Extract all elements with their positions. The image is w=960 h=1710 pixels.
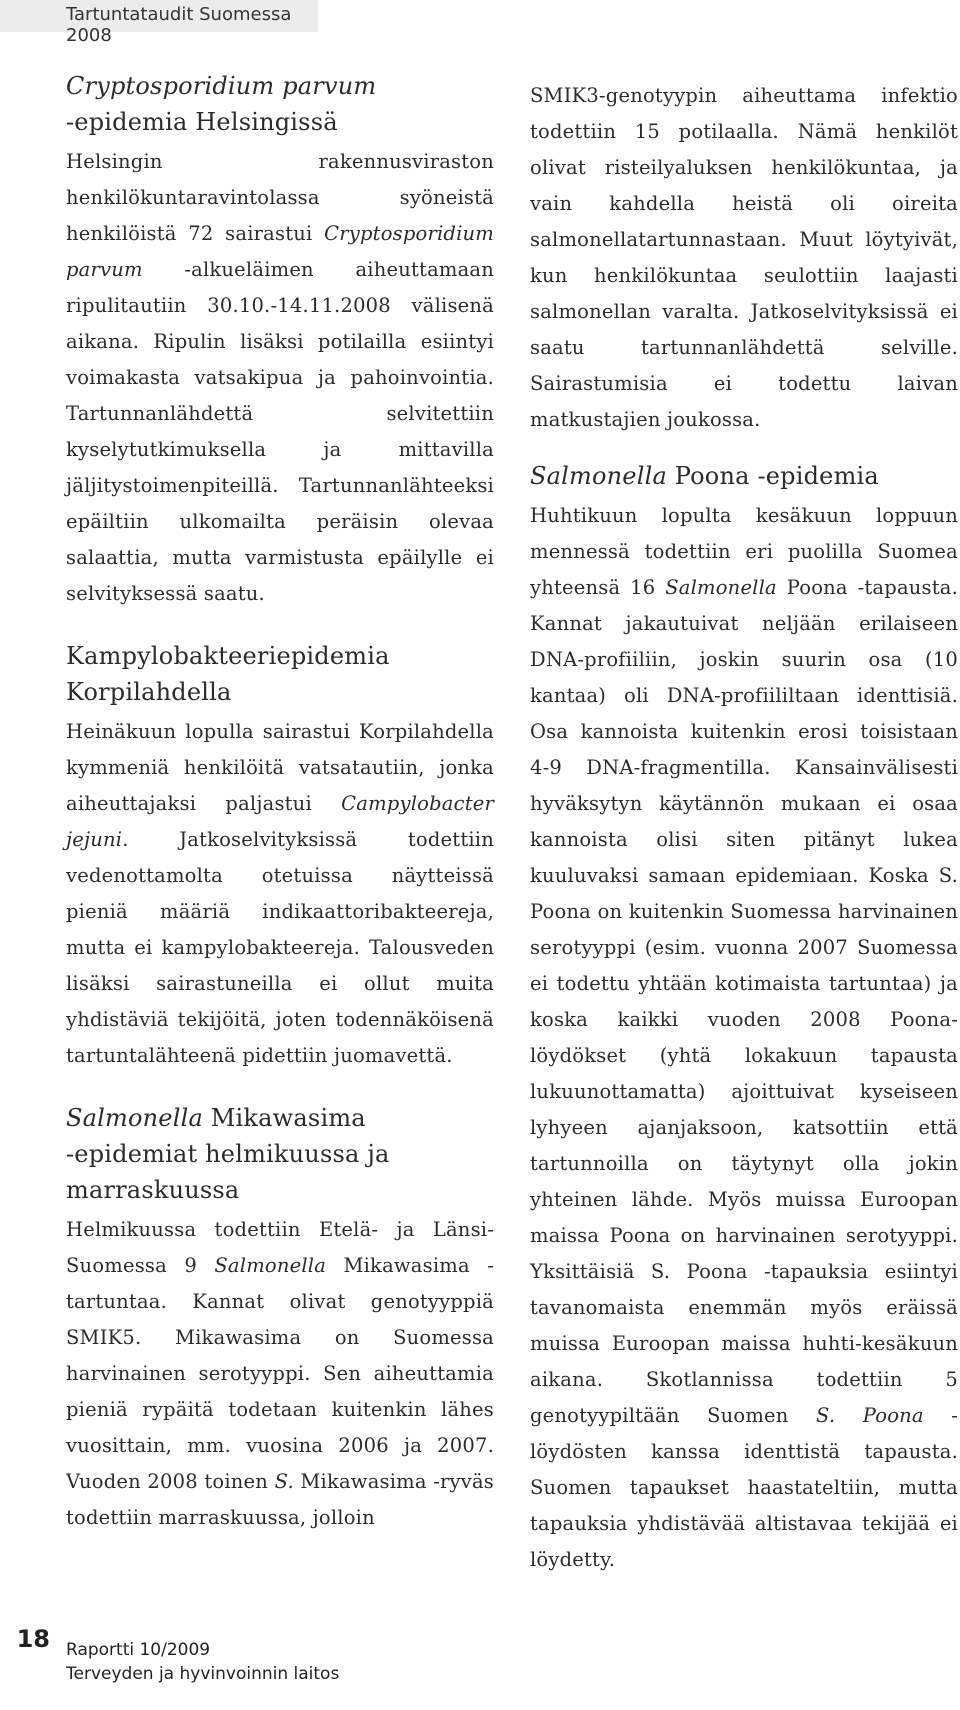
- mikawasima-heading-line1: Mikawasima: [202, 1104, 366, 1132]
- crypto-heading: [66, 68, 494, 140]
- poona-heading: [530, 458, 958, 494]
- crypto-heading-line2: -epidemia Helsingissä: [66, 108, 338, 136]
- kampylo-text-a: Heinäkuun lopulla sairastui Korpilahdella kymmeniä henkilöitä vatsatautiin, jonka aiheuttajaksi paljastui: [66, 720, 494, 815]
- poona-heading-text: Poona -epidemia: [666, 462, 879, 490]
- poona-text-e: -löydösten kanssa identtistä tapausta. Suomen tapaukset haastateltiin, mutta tapauksia yhdistävää altistavaa tekijää ei löydetty.: [530, 1404, 958, 1571]
- kampylo-text-em: Campylobacter jejuni: [66, 792, 494, 851]
- mikawasima-heading-line2: -epidemiat helmikuussa ja marraskuussa: [66, 1140, 390, 1204]
- mikawasima-heading: [66, 1100, 494, 1208]
- mika-text-c: Mikawasima -ryväs todettiin marraskuussa, jolloin: [66, 1470, 494, 1529]
- mika-text-a: Helmikuussa todettiin Etelä- ja Länsi-Suomessa 9: [66, 1218, 494, 1277]
- poona-text-em: Salmonella: [665, 576, 777, 599]
- footer: [66, 1638, 339, 1686]
- poona-text-c: Poona on kuitenkin Suomessa harvinainen serotyyppi (esim. vuonna 2007 Suomessa ei todettu yhtään kotimaista tartuntaa) ja koska kaikki vuoden 2008 Poona-löydökset (yhtä lokakuun tapausta lukuunottamatta) ajoittuivat kyseiseen lyhyeen ajanjaksoon, katsottiin että tartunnoilla on täytynyt olla jokin yhteinen lähde. Myös muissa Euroopan maissa Poona on harvinainen serotyyppi. Yksittäisiä: [530, 900, 958, 1283]
- crypto-heading-line1: Cryptosporidium parvum: [66, 72, 377, 100]
- right-column: [530, 78, 958, 1578]
- kampylo-text-b: . Jatkoselvityksissä todettiin vedenottamolta otetuissa näytteissä pieniä määriä indikaattoribakteereja, mutta ei kampylobakteereja. Talousveden lisäksi sairastuneilla ei ollut muita yhdistäviä tekijöitä, joten todennäköisenä tartuntalähteenä pidettiin juomavettä.: [66, 828, 494, 1067]
- poona-text-em4: S. Poona: [816, 1404, 924, 1427]
- footer-institute: Terveyden ja hyvinvoinnin laitos: [66, 1664, 340, 1684]
- kampylo-heading: Kampylobakteeriepidemia Korpilahdella: [66, 642, 390, 706]
- poona-text-a: Huhtikuun lopulta kesäkuun loppuun mennessä todettiin eri puolilla Suomea yhteensä 16: [530, 504, 958, 599]
- mika-text-em2: S.: [274, 1470, 294, 1493]
- poona-text-b: Poona -tapausta. Kannat jakautuivat neljään erilaiseen DNA-profiiliin, joskin suurin osa (10 kantaa) oli DNA-profiililtaan identtisiä. Osa kannoista kuitenkin erosi toisistaan 4-9 DNA-fragmentilla. Kansainvälisesti hyväksytyn käytännön mukaan ei osaa kannoista olisi siten pitänyt lukea kuuluvaksi samaan epidemiaan. Koska: [530, 576, 958, 887]
- mikawasima-paragraph: [66, 1212, 494, 1536]
- poona-text-em2: S.: [938, 864, 958, 887]
- crypto-text-b: -alkueläimen aiheuttamaan ripulitautiin 30.10.-14.11.2008 välisenä aikana. Ripulin lisäksi potilailla esiintyi voimakasta vatsakipua ja pahoinvointia. Tartunnanlähdettä selvitettiin kyselytutkimuksella ja mittavilla jäljitystoimenpiteillä. Tartunnanlähteeksi epäiltiin ulkomailta peräisin olevaa salaattia, mutta varmistusta epäilylle ei selvityksessä saatu.: [66, 258, 494, 605]
- poona-heading-em: Salmonella: [530, 462, 667, 490]
- left-column: [66, 68, 494, 1536]
- running-header-title: Tartuntataudit Suomessa 2008: [66, 4, 292, 46]
- mika-text-b: Mikawasima -tartuntaa. Kannat olivat genotyyppiä SMIK5. Mikawasima on Suomessa harvinainen serotyyppi. Sen aiheuttamia pieniä rypäitä todetaan kuitenkin lähes vuosittain, mm. vuosina 2006 ja 2007. Vuoden 2008 toinen: [66, 1254, 494, 1493]
- crypto-text-a: Helsingin rakennusviraston henkilökuntaravintolassa syöneistä henkilöistä 72 sairastui: [66, 150, 494, 245]
- running-header: [0, 0, 318, 46]
- poona-paragraph: [530, 498, 958, 1578]
- poona-text-d: Poona -tapauksia esiintyi tavanomaista enemmän myös eräissä muissa Euroopan maissa huhti-kesäkuun aikana. Skotlannissa todettiin 5 genotyypiltään Suomen: [530, 1260, 958, 1427]
- poona-text-em3: S.: [650, 1260, 671, 1283]
- mika-text-em: Salmonella: [214, 1254, 327, 1277]
- footer-report: Raportti 10/2009: [66, 1640, 211, 1660]
- crypto-paragraph: [66, 144, 494, 612]
- crypto-text-em: Cryptosporidium parvum: [66, 222, 494, 281]
- mikawasima-heading-em: Salmonella: [66, 1104, 203, 1132]
- kampylo-paragraph: [66, 714, 494, 1074]
- page-number: 18: [16, 1625, 50, 1653]
- mikawasima-continued-paragraph: SMIK3-genotyypin aiheuttama infektio todettiin 15 potilaalla. Nämä henkilöt olivat risteilyaluksen henkilökuntaa, ja vain kahdella heistä oli oireita salmonellatartunnastaan. Muut löytyivät, kun henkilökuntaa seulottiin laajasti salmonellan varalta. Jatkoselvityksissä ei saatu tartunnanlähdettä selville. Sairastumisia ei todettu laivan matkustajien joukossa.: [530, 84, 958, 431]
